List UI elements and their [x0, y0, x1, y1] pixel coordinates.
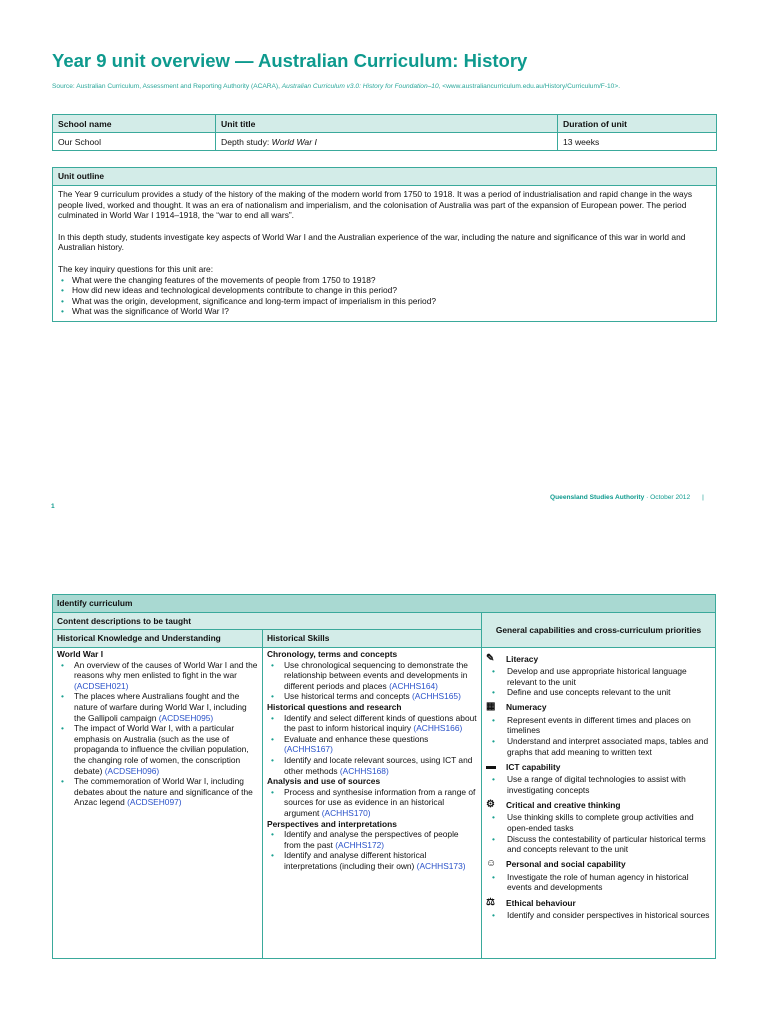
school-name-value: Our School	[53, 133, 216, 151]
footer-date: October 2012	[650, 494, 691, 501]
skill-item: • Identify and analyse the perspectives of people from the past (ACHHS172)	[267, 829, 477, 850]
unit-title-value	[216, 133, 558, 151]
skills-cell	[263, 648, 482, 959]
general-capabilities-heading: General capabilities and cross-curriculum priorities	[482, 613, 716, 648]
unit-title-prefix: Depth study:	[221, 136, 272, 147]
skill-item: • Identify and analyse different historical interpretations (including their own) (ACHHS173)	[267, 850, 477, 871]
unit-title-italic: World War I	[271, 136, 317, 147]
numeracy-icon: ▦	[486, 701, 496, 713]
inquiry-question: • What was the origin, development, significance and long-term impact of imperialism in this period?	[58, 296, 711, 307]
capabilities-cell	[482, 648, 716, 959]
curriculum-code: (ACHHS173)	[416, 860, 466, 871]
skill-item: • Use historical terms and concepts (ACHHS165)	[267, 691, 477, 702]
skill-item: • Evaluate and enhance these questions (ACHHS167)	[267, 734, 477, 755]
knowledge-item: • The commemoration of World War I, including debates about the nature and significance of the Anzac legend (ACDSEH097)	[57, 776, 258, 808]
knowledge-item: • An overview of the causes of World War I and the reasons why men enlisted to fight in the war (ACDSEH021)	[57, 660, 258, 692]
capability-item: • Use a range of digital technologies to assist with investigating concepts	[486, 774, 711, 795]
capability-item: • Develop and use appropriate historical language relevant to the unit	[486, 666, 711, 687]
knowledge-subheading: World War I	[57, 649, 104, 659]
curriculum-code: (ACDSEH097)	[127, 797, 182, 808]
inquiry-question: • How did new ideas and technological developments contribute to change in this period?	[58, 285, 711, 296]
skill-item: • Use chronological sequencing to demonstrate the relationship between events and developments in different periods and places (ACHHS164)	[267, 660, 477, 692]
unit-outline-heading: Unit outline	[53, 168, 716, 186]
capability-literacy	[486, 652, 711, 698]
unit-title-header: Unit title	[216, 115, 558, 133]
capability-name: Personal and social capability	[506, 859, 626, 870]
capability-item: • Investigate the role of human agency in historical events and developments	[486, 872, 711, 893]
duration-header: Duration of unit	[558, 115, 717, 133]
literacy-icon: ✎	[486, 652, 495, 664]
capability-name: ICT capability	[506, 761, 561, 772]
inquiry-questions	[58, 275, 711, 317]
skills-subheading: Chronology, terms and concepts	[267, 649, 398, 659]
source-prefix: Source: Australian Curriculum, Assessment and Reporting Authority (ACARA),	[52, 83, 282, 90]
outline-paragraph: The Year 9 curriculum provides a study of the history of the making of the modern world from 1750 to 1918. It was a period of industrialisation and rapid change in the ways people lived, worked and thought. It was an era of nationalism and imperialism, and the colonisation of Australia was part of the expansion of European power. The period culminated in World War I 1914–1918, the “war to end all wars”.	[58, 189, 693, 221]
curriculum-code: (ACDSEH096)	[104, 765, 160, 776]
capability-ethical	[486, 896, 711, 921]
school-name-header: School name	[53, 115, 216, 133]
skills-subheading: Historical questions and research	[267, 701, 402, 712]
capability-item: • Discuss the contestability of particular historical terms and concepts relevant to the unit	[486, 834, 711, 855]
curriculum-code: (ACDSEH021)	[74, 680, 129, 691]
unit-outline	[52, 167, 717, 322]
capability-item: • Define and use concepts relevant to the unit	[486, 687, 711, 698]
capability-name: Literacy	[506, 653, 539, 664]
content-descriptions-heading: Content descriptions to be taught	[53, 613, 482, 630]
curriculum-code: (ACHHS168)	[339, 765, 389, 776]
identify-curriculum-heading: Identify curriculum	[53, 595, 716, 613]
capability-critical-thinking	[486, 798, 711, 854]
knowledge-column-heading: Historical Knowledge and Understanding	[53, 630, 263, 648]
skill-item: • Identify and select different kinds of questions about the past to inform historical inquiry (ACHHS166)	[267, 713, 477, 734]
scales-icon: ⚖	[486, 896, 495, 908]
outline-paragraph: In this depth study, students investigate key aspects of World War I and the Australian experience of the war, including the nature and significance of this war in world and Australian history.	[58, 231, 686, 253]
duration-value: 13 weeks	[558, 133, 717, 151]
curriculum-code: (ACHHS164)	[389, 680, 438, 691]
curriculum-code: (ACHHS165)	[412, 691, 461, 702]
curriculum-code: (ACDSEH095)	[158, 712, 214, 723]
knowledge-item: • The impact of World War I, with a particular emphasis on Australia (such as the use of propaganda to influence the civilian population, the changing role of women, the conscription debate) (ACDSEH096)	[57, 723, 258, 776]
source-url: , <www.australiancurriculum.edu.au/History/Curriculum/F-10>.	[438, 83, 621, 90]
source-title: Australian Curriculum v3.0: History for Foundation–10	[281, 83, 439, 90]
inquiry-question: • What was the significance of World War I?	[58, 306, 711, 317]
capability-name: Ethical behaviour	[506, 897, 576, 908]
school-unit-table	[52, 114, 717, 151]
skill-item: • Identify and locate relevant sources, using ICT and other methods (ACHHS168)	[267, 755, 477, 776]
capability-item: • Represent events in different times and places on timelines	[486, 715, 711, 736]
curriculum-code: (ACHHS170)	[321, 807, 371, 818]
inquiry-question: • What were the changing features of the movements of people from 1750 to 1918?	[58, 275, 711, 286]
capability-personal-social	[486, 858, 711, 893]
skills-subheading: Analysis and use of sources	[267, 776, 381, 787]
people-icon: ☺	[486, 858, 497, 870]
curriculum-code: (ACHHS172)	[335, 839, 385, 850]
page-title: Year 9 unit overview — Australian Curriculum: History	[52, 50, 528, 71]
footer-authority: Queensland Studies Authority · October 2012 |	[550, 494, 704, 501]
capability-numeracy	[486, 701, 711, 757]
knowledge-item: • The places where Australians fought and the nature of warfare during World War I, including the Gallipoli campaign (ACDSEH095)	[57, 691, 258, 723]
capability-item: • Identify and consider perspectives in historical sources	[486, 910, 711, 921]
skills-column-heading: Historical Skills	[263, 630, 482, 648]
capability-name: Critical and creative thinking	[506, 800, 621, 811]
curriculum-code: (ACHHS167)	[284, 744, 333, 755]
gears-icon: ⚙	[486, 799, 495, 811]
knowledge-cell	[53, 648, 263, 959]
capability-item: • Use thinking skills to complete group activities and open-ended tasks	[486, 812, 711, 833]
capability-name: Numeracy	[506, 702, 547, 713]
skills-subheading: Perspectives and interpretations	[267, 818, 397, 829]
page-number: 1	[51, 503, 55, 510]
outline-paragraph: The key inquiry questions for this unit are:	[58, 263, 214, 274]
footer-authority-name: Queensland Studies Authority	[550, 494, 645, 501]
ict-icon: ▬	[486, 760, 496, 772]
capability-ict	[486, 760, 711, 795]
footer-separator: |	[702, 494, 704, 501]
capability-item: • Understand and interpret associated maps, tables and graphs that add meaning to written text	[486, 736, 711, 757]
curriculum-code: (ACHHS166)	[413, 723, 463, 734]
curriculum-table	[52, 594, 716, 959]
skill-item: • Process and synthesise information from a range of sources for use as evidence in an historical argument (ACHHS170)	[267, 787, 477, 819]
source-citation	[52, 83, 620, 90]
